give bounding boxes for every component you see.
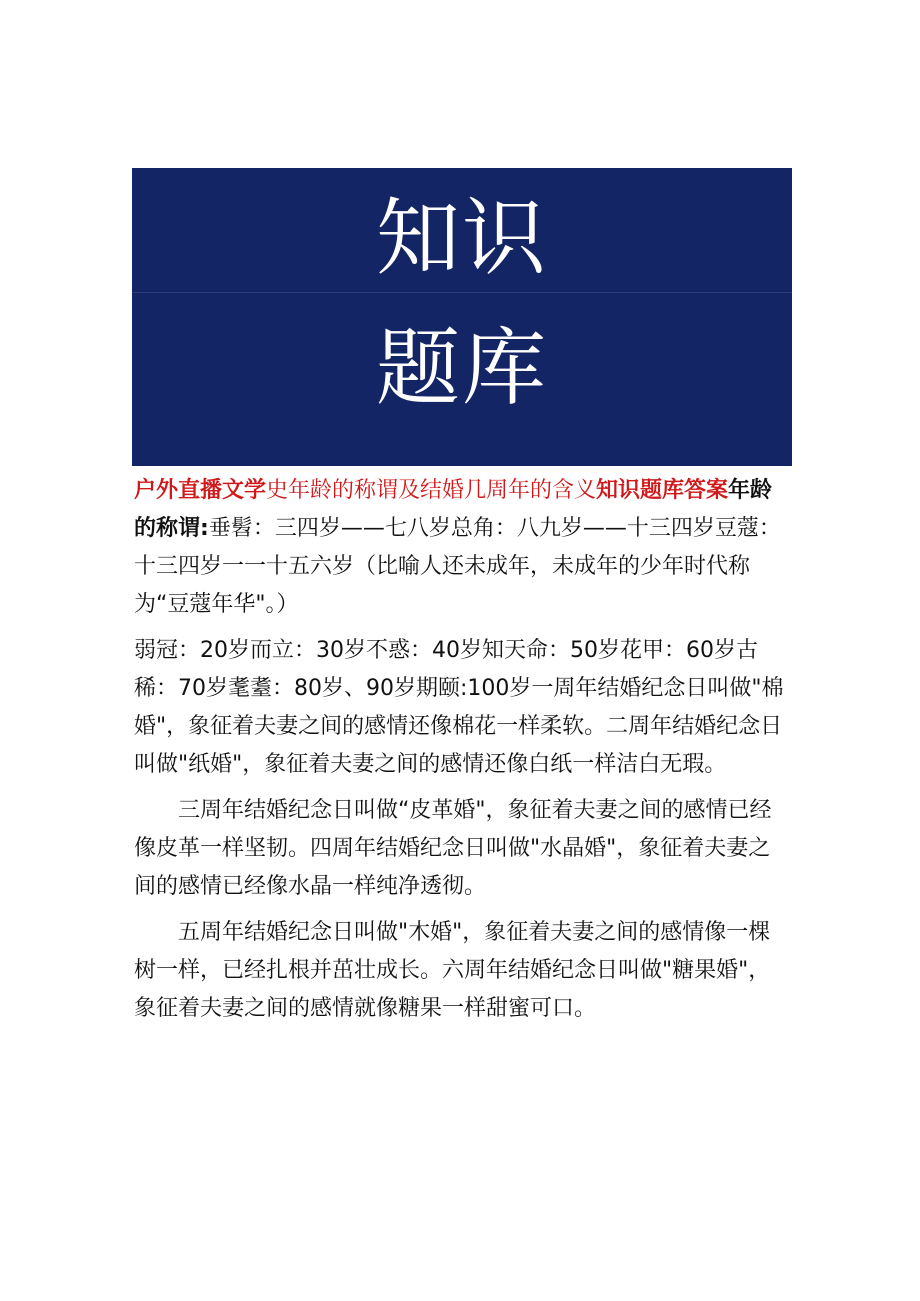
intro-red-title: 史年龄的称谓及结婚几周年的含义 bbox=[266, 478, 597, 503]
paragraph-2: 三周年结婚纪念日叫做“皮革婚"，象征着夫妻之间的感情已经像皮革一样坚韧。四周年结婚纪念日叫做"水晶婚"，象征着夫妻之间的感情已经像水晶一样纯净透彻。 bbox=[134, 798, 772, 899]
intro-paragraph bbox=[134, 472, 784, 624]
intro-red-bold-1: 户外直播文学 bbox=[134, 478, 267, 503]
document-body bbox=[134, 472, 784, 1036]
cover-banner bbox=[132, 168, 792, 466]
cover-title-line2: 题库 bbox=[375, 319, 548, 417]
paragraph-1: 弱冠：20岁而立：30岁不惑：40岁知天命：50岁花甲：60岁古稀：70岁耄耋：80岁、90岁期颐:100岁一周年结婚纪念日叫做"棉婚"，象征着夫妻之间的感情还像棉花一样柔软。二周年结婚纪念日叫做"纸婚"，象征着夫妻之间的感情还像白纸一样洁白无瑕。 bbox=[134, 638, 784, 777]
cover-divider bbox=[132, 292, 792, 293]
paragraph-3: 五周年结婚纪念日叫做"木婚"，象征着夫妻之间的感情像一棵树一样，已经扎根并茁壮成长。六周年结婚纪念日叫做"糖果婚"，象征着夫妻之间的感情就像糖果一样甜蜜可口。 bbox=[134, 920, 771, 1021]
cover-title-line1: 知识 bbox=[375, 189, 548, 287]
intro-text: 垂髫：三四岁——七八岁总角：八九岁——十三四岁豆蔻：十三四岁一一十五六岁（比喻人还未成年，未成年的少年时代称为“豆蔻年华"。） bbox=[134, 516, 781, 617]
intro-heading: 年龄的称谓: bbox=[134, 478, 773, 541]
intro-red-bold-2: 知识题库答案 bbox=[596, 478, 729, 503]
